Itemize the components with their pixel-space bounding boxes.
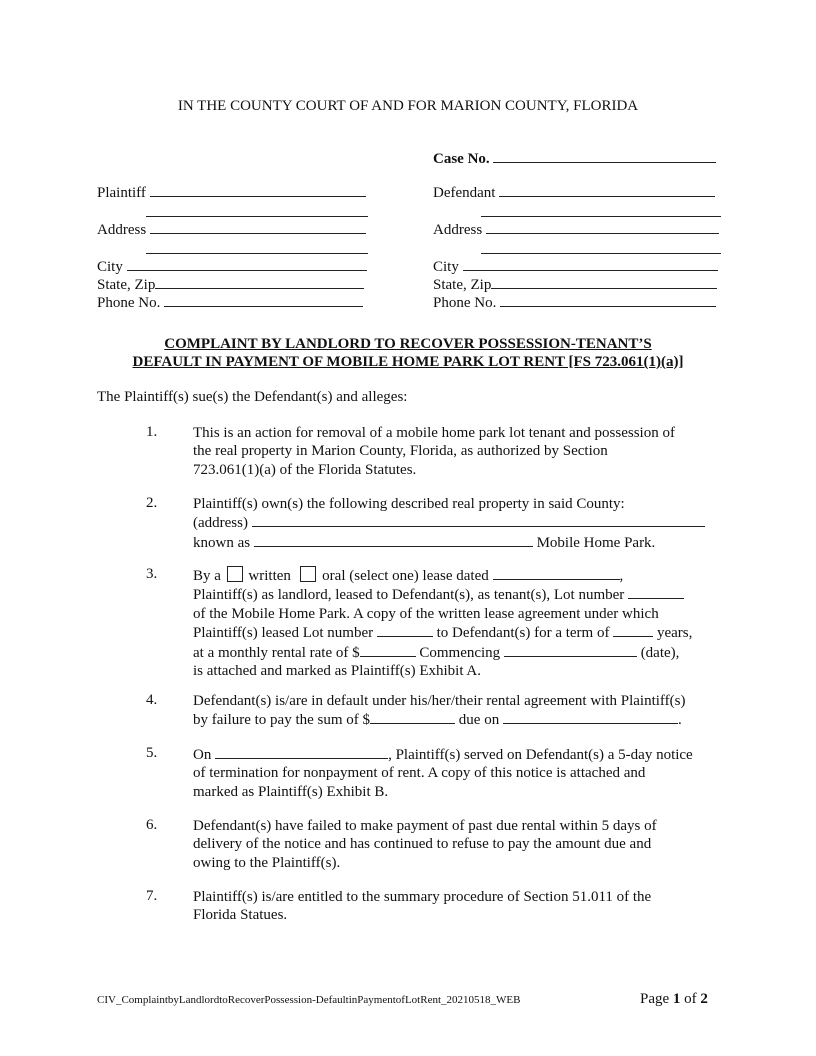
item-4-line: due on xyxy=(458,712,500,729)
case-no-label: Case No. xyxy=(433,151,490,167)
item-7-line: Florida Statues. xyxy=(193,907,288,924)
sum-due-field[interactable] xyxy=(370,710,455,724)
plaintiff-address-field-2[interactable] xyxy=(146,240,368,254)
item-3-line: at a monthly rental rate of $ xyxy=(193,644,360,661)
notice-date-field[interactable] xyxy=(215,745,388,759)
item-3-line-1: By a written oral (select one) lease dated , xyxy=(193,568,624,584)
defendant-city-label: City xyxy=(433,259,459,275)
item-4-line: by failure to pay the sum of $ xyxy=(193,712,371,729)
item-6-line: delivery of the notice and has continued to refuse to pay the amount due and xyxy=(193,836,652,853)
plaintiff-address-label: Address xyxy=(97,222,147,238)
case-no-field[interactable] xyxy=(493,149,716,163)
item-5-line: marked as Plaintiff(s) Exhibit B. xyxy=(193,783,389,800)
plaintiff-state-row xyxy=(97,275,364,294)
address-label: (address) xyxy=(193,515,248,532)
item-5-line: , Plaintiff(s) served on Defendant(s) a 5-day notice xyxy=(388,747,693,763)
written-checkbox[interactable] xyxy=(227,566,243,582)
defendant-city-row xyxy=(433,257,718,276)
item-2-text xyxy=(193,495,705,552)
item-7-number: 7. xyxy=(146,888,158,904)
court-heading: IN THE COUNTY COURT OF AND FOR MARION COUNTY, FLORIDA xyxy=(177,98,639,114)
item-5-line: of termination for nonpayment of rent. A copy of this notice is attached and xyxy=(193,765,646,782)
property-address-field[interactable] xyxy=(252,513,705,527)
item-1-text xyxy=(193,424,675,479)
item-7-line: Plaintiff(s) is/are entitled to the summary procedure of Section 51.011 of the xyxy=(193,889,652,905)
item-5-text xyxy=(193,745,693,801)
plaintiff-phone-field[interactable] xyxy=(164,293,363,307)
complaint-title-line2: DEFAULT IN PAYMENT OF MOBILE HOME PARK LOT RENT [FS 723.061(1)(a)] xyxy=(132,354,684,370)
plaintiff-city-label: City xyxy=(97,259,123,275)
defendant-phone-row xyxy=(433,293,716,312)
plaintiff-phone-row xyxy=(97,293,363,312)
item-3-line: Commencing xyxy=(419,644,501,661)
of-label: of xyxy=(684,991,697,1007)
item-3-line: Plaintiff(s) leased Lot number xyxy=(193,625,374,642)
defendant-phone-field[interactable] xyxy=(500,293,716,307)
defendant-phone-label: Phone No. xyxy=(433,295,497,311)
oral-checkbox[interactable] xyxy=(300,566,316,582)
lot-number-field[interactable] xyxy=(628,585,684,599)
footer-filename: CIV_ComplaintbyLandlordtoRecoverPossession-DefaultinPaymentofLotRent_20210518_WEB xyxy=(97,994,521,1006)
defendant-address-label: Address xyxy=(433,222,483,238)
item-2-line: Plaintiff(s) own(s) the following described real property in said County: xyxy=(193,496,625,512)
defendant-field[interactable] xyxy=(499,183,715,197)
item-3-text xyxy=(193,566,692,680)
item-1-line: 723.061(1)(a) of the Florida Statutes. xyxy=(193,461,417,478)
defendant-state-label: State, Zip xyxy=(433,277,492,293)
leased-lot-number-field[interactable] xyxy=(377,623,433,637)
item-6-text xyxy=(193,817,657,872)
item-3-line-5 xyxy=(193,643,692,662)
defendant-row xyxy=(433,183,715,202)
item-1-line: the real property in Marion County, Florida, as authorized by Section xyxy=(193,443,608,460)
item-1-number: 1. xyxy=(146,424,158,440)
written-label: written xyxy=(248,568,291,584)
plaintiff-state-label: State, Zip xyxy=(97,277,156,293)
plaintiff-row xyxy=(97,183,366,202)
item-3-line: of the Mobile Home Park. A copy of the written lease agreement under which xyxy=(193,605,659,622)
page-total: 2 xyxy=(700,991,708,1007)
item-3-line-4 xyxy=(193,623,692,642)
item-4-line-2: by failure to pay the sum of $ due on . xyxy=(193,712,682,729)
page-label: Page xyxy=(640,991,670,1007)
item-2-address-row xyxy=(193,513,705,532)
on-label: On xyxy=(193,747,212,763)
defendant-address-field[interactable] xyxy=(486,220,719,234)
item-3-line: is attached and marked as Plaintiff(s) Exhibit A. xyxy=(193,663,481,680)
defendant-state-field[interactable] xyxy=(491,275,717,289)
term-years-field[interactable] xyxy=(613,623,653,637)
plaintiff-address-field[interactable] xyxy=(150,220,366,234)
page-indicator xyxy=(640,991,708,1008)
case-no-row xyxy=(433,149,716,168)
defendant-label: Defendant xyxy=(433,185,496,201)
park-name-field[interactable] xyxy=(254,533,533,547)
known-as-label: known as xyxy=(193,534,251,551)
commencing-date-field[interactable] xyxy=(504,643,637,657)
item-3-line: to Defendant(s) for a term of xyxy=(436,625,610,642)
defendant-address-field-2[interactable] xyxy=(481,240,721,254)
plaintiff-city-row xyxy=(97,257,367,276)
intro-text: The Plaintiff(s) sue(s) the Defendant(s) and alleges: xyxy=(97,389,408,405)
plaintiff-state-field[interactable] xyxy=(155,275,364,289)
item-5-number: 5. xyxy=(146,745,158,761)
plaintiff-phone-label: Phone No. xyxy=(97,295,161,311)
item-1-line: This is an action for removal of a mobile home park lot tenant and possession of xyxy=(193,425,675,441)
item-2-known-as-row xyxy=(193,533,705,552)
plaintiff-label: Plaintiff xyxy=(97,185,146,201)
item-3-line: Plaintiff(s) as landlord, leased to Defendant(s), as tenant(s), Lot number xyxy=(193,587,625,604)
plaintiff-field[interactable] xyxy=(150,183,366,197)
item-3-line: years, xyxy=(656,625,693,642)
page-number: 1 xyxy=(672,991,681,1007)
item-3-number: 3. xyxy=(146,566,158,582)
plaintiff-address-row xyxy=(97,220,366,239)
monthly-rent-field[interactable] xyxy=(360,643,416,657)
item-6-line: Defendant(s) have failed to make payment of past due rental within 5 days of xyxy=(193,818,657,834)
oral-label: oral (select one) lease dated xyxy=(322,568,489,584)
plaintiff-city-field[interactable] xyxy=(127,257,367,271)
defendant-field-2[interactable] xyxy=(481,203,721,217)
item-2-number: 2. xyxy=(146,495,158,511)
defendant-state-row xyxy=(433,275,717,294)
item-7-text xyxy=(193,888,651,925)
due-date-field[interactable] xyxy=(503,710,678,724)
item-3-line: (date), xyxy=(640,644,680,661)
item-4-line: Defendant(s) is/are in default under his/her/their rental agreement with Plaintiff(s) xyxy=(193,693,686,709)
item-6-number: 6. xyxy=(146,817,158,833)
item-4-text xyxy=(193,692,685,730)
lease-date-field[interactable] xyxy=(493,566,620,580)
mobile-home-park-label: Mobile Home Park. xyxy=(536,534,656,551)
item-6-line: owing to the Plaintiff(s). xyxy=(193,854,341,871)
complaint-title-line1: COMPLAINT BY LANDLORD TO RECOVER POSSESSION-TENANT’S xyxy=(164,336,652,352)
plaintiff-field-2[interactable] xyxy=(146,203,368,217)
item-5-line-1 xyxy=(193,745,693,764)
by-a-label: By a xyxy=(193,568,221,584)
item-4-number: 4. xyxy=(146,692,158,708)
defendant-city-field[interactable] xyxy=(463,257,718,271)
item-3-line-2 xyxy=(193,585,692,604)
defendant-address-row xyxy=(433,220,719,239)
